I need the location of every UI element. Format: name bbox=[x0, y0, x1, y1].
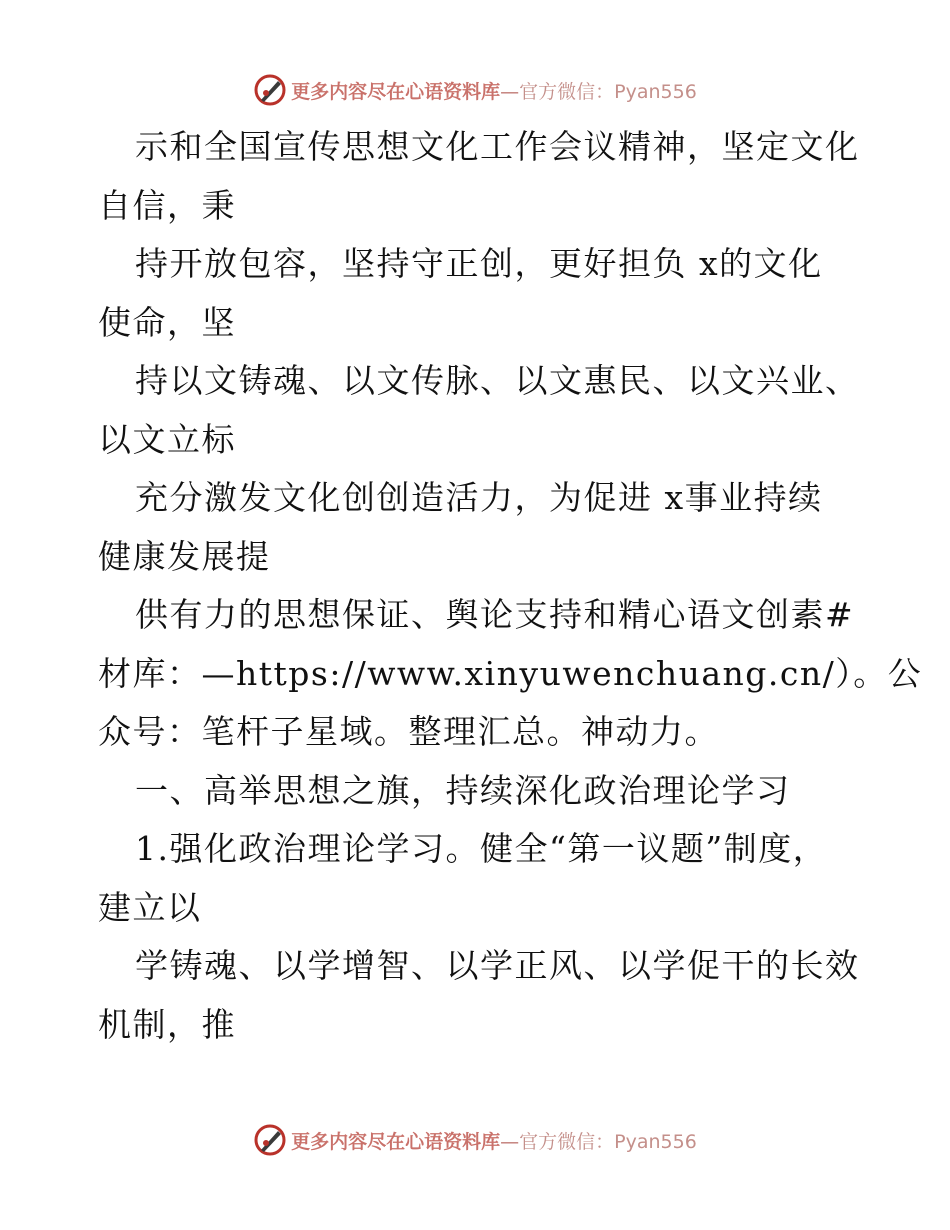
body-line: 持以文铸魂、以文传脉、以文惠民、以文兴业、 bbox=[135, 361, 860, 400]
body-line: 1.强化政治理论学习。健全“第一议题”制度， bbox=[135, 829, 828, 868]
section-heading: 一、高举思想之旗，持续深化政治理论学习 bbox=[135, 770, 791, 810]
body-line: 机制，推 bbox=[98, 1004, 236, 1044]
body-line: 材库：—https://www.xinyuwenchuang.cn/）。公 bbox=[98, 653, 923, 693]
body-line: 健康发展提 bbox=[98, 536, 271, 576]
quill-logo-icon bbox=[253, 1123, 287, 1157]
document-body bbox=[98, 118, 923, 1054]
watermark-text bbox=[291, 77, 697, 104]
watermark-brand: 更多内容尽在心语资料库 bbox=[291, 80, 501, 103]
body-line: 自信，秉 bbox=[98, 185, 236, 225]
body-line: 学铸魂、以学增智、以学正风、以学促干的长效 bbox=[135, 946, 860, 985]
watermark-separator: — bbox=[500, 80, 520, 103]
body-line: 使命，坚 bbox=[98, 302, 236, 342]
body-line: 示和全国宣传思想文化工作会议精神，坚定文化 bbox=[135, 127, 860, 166]
watermark-separator: — bbox=[500, 1130, 520, 1153]
body-line: 充分激发文化创创造活力，为促进 x事业持续 bbox=[135, 478, 823, 517]
body-line: 以文立标 bbox=[98, 419, 236, 459]
header-watermark-banner bbox=[0, 70, 950, 110]
body-line: 建立以 bbox=[98, 887, 202, 927]
watermark-brand: 更多内容尽在心语资料库 bbox=[291, 1130, 501, 1153]
quill-logo-icon bbox=[253, 73, 287, 107]
watermark-wechat: 官方微信：Pyan556 bbox=[519, 80, 697, 103]
footer-watermark-banner bbox=[0, 1120, 950, 1160]
body-line: 众号：笔杆子星域。整理汇总。神动力。 bbox=[98, 712, 719, 751]
body-line: 供有力的思想保证、舆论支持和精心语文创素# bbox=[135, 595, 855, 634]
watermark-text bbox=[291, 1127, 697, 1154]
body-line: 持开放包容，坚持守正创，更好担负 x的文化 bbox=[135, 244, 823, 283]
watermark-wechat: 官方微信：Pyan556 bbox=[519, 1130, 697, 1153]
